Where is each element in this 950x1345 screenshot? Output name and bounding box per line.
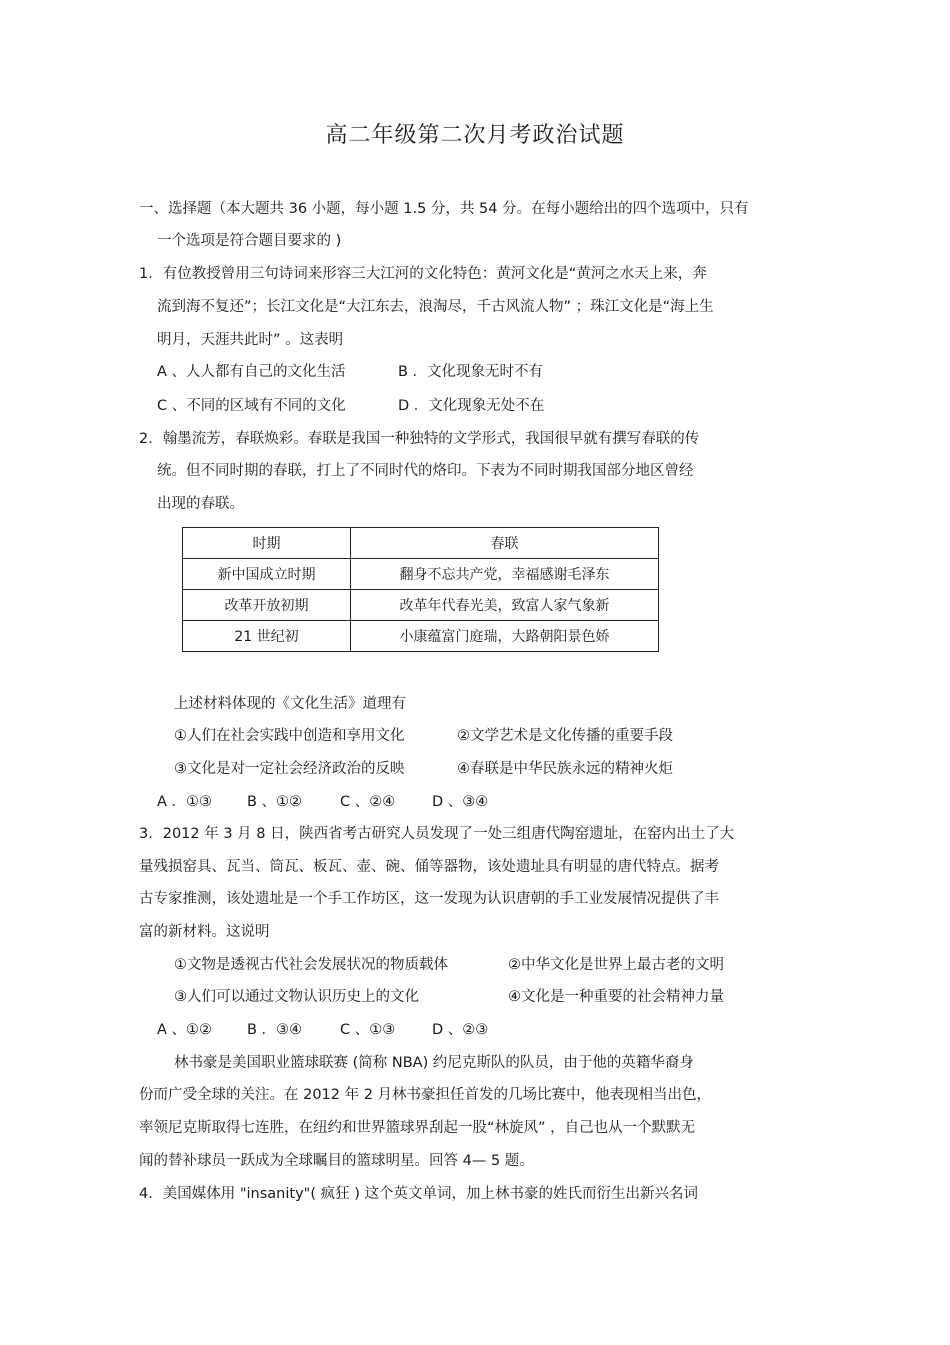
table-row bbox=[183, 621, 659, 652]
couplets-table bbox=[182, 527, 659, 652]
table-cell-couplet: 小康蕴富门庭瑞，大路朝阳景色娇 bbox=[351, 621, 659, 652]
q3-item-2: ②中华文化是世界上最古老的文明 bbox=[508, 957, 724, 973]
q2-answer-c: C 、②④ bbox=[340, 794, 396, 810]
q3-stem-line-4: 富的新材料。这说明 bbox=[139, 924, 270, 940]
q2-item-2: ②文学艺术是文化传播的重要手段 bbox=[457, 728, 673, 744]
q3-answer-d: D 、②③ bbox=[432, 1022, 489, 1038]
q2-answer-b: B 、①② bbox=[247, 794, 303, 810]
q1-option-b: B ．文化现象无时不有 bbox=[398, 364, 544, 380]
q2-stem-line-1: 2．翰墨流芳，春联焕彩。春联是我国一种独特的文学形式，我国很早就有撰写春联的传 bbox=[139, 431, 700, 447]
q3-stem-line-3: 古专家推测，该处遗址是一个手工作坊区，这一发现为认识唐朝的手工业发展情况提供了丰 bbox=[139, 891, 719, 907]
table-header-row bbox=[183, 528, 659, 559]
table-header-couplet: 春联 bbox=[351, 528, 659, 559]
q1-stem-line-3: 明月，天涯共此时” 。这表明 bbox=[157, 332, 344, 348]
table-row bbox=[183, 590, 659, 621]
q2-item-4: ④春联是中华民族永远的精神火炬 bbox=[457, 761, 673, 777]
table-cell-couplet: 翻身不忘共产党，幸福感谢毛泽东 bbox=[351, 559, 659, 590]
q3-stem-line-1: 3．2012 年 3 月 8 日，陕西省考古研究人员发现了一处三组唐代陶窑遗址，在窑内出土了大 bbox=[139, 826, 735, 842]
q3-answer-a: A 、①② bbox=[157, 1022, 213, 1038]
passage-line-1: 林书豪是美国职业篮球联赛 (简称 NBA) 约尼克斯队的队员，由于他的英籍华裔身 bbox=[174, 1055, 694, 1071]
table-cell-period: 21 世纪初 bbox=[183, 621, 351, 652]
q1-option-d: D ．文化现象无处不在 bbox=[398, 398, 545, 414]
q1-stem-line-1: 1．有位教授曾用三句诗词来形容三大江河的文化特色：黄河文化是“黄河之水天上来，奔 bbox=[139, 266, 707, 282]
q2-prompt: 上述材料体现的《文化生活》道理有 bbox=[174, 696, 406, 712]
q3-item-4: ④文化是一种重要的社会精神力量 bbox=[508, 989, 724, 1005]
q1-option-c: C 、不同的区域有不同的文化 bbox=[157, 398, 346, 414]
table-row bbox=[183, 559, 659, 590]
passage-line-2: 份而广受全球的关注。在 2012 年 2 月林书豪担任首发的几场比赛中，他表现相当出色， bbox=[139, 1087, 712, 1103]
q3-stem-line-2: 量残损窑具、瓦当、筒瓦、板瓦、壶、碗、俑等器物，该处遗址具有明显的唐代特点。据考 bbox=[139, 859, 719, 875]
q4-stem-line-1: 4．美国媒体用 "insanity"( 疯狂 ) 这个英文单词，加上林书豪的姓氏而衍生出新兴名词 bbox=[139, 1186, 698, 1202]
passage-line-4: 闻的替补球员一跃成为全球瞩目的篮球明星。回答 4— 5 题。 bbox=[139, 1153, 534, 1169]
q3-item-3: ③人们可以通过文物认识历史上的文化 bbox=[174, 989, 419, 1005]
q2-stem-line-3: 出现的春联。 bbox=[157, 496, 244, 512]
q2-answer-a: A ．①③ bbox=[157, 794, 213, 810]
q3-item-1: ①文物是透视古代社会发展状况的物质载体 bbox=[174, 957, 448, 973]
q3-answer-b: B ．③④ bbox=[247, 1022, 303, 1038]
q2-answer-d: D 、③④ bbox=[432, 794, 489, 810]
q2-item-3: ③文化是对一定社会经济政治的反映 bbox=[174, 761, 405, 777]
section-heading-line-1: 一、选择题（本大题共 36 小题，每小题 1.5 分，共 54 分。在每小题给出的四个选项中，只有 bbox=[139, 201, 749, 217]
passage-line-3: 率领尼克斯取得七连胜，在纽约和世界篮球界刮起一股“林旋风” ，自己也从一个默默无 bbox=[139, 1120, 696, 1136]
q2-item-1: ①人们在社会实践中创造和享用文化 bbox=[174, 728, 405, 744]
q3-answer-c: C 、①③ bbox=[340, 1022, 396, 1038]
table-cell-period: 新中国成立时期 bbox=[183, 559, 351, 590]
q1-option-a: A 、人人都有自己的文化生活 bbox=[157, 364, 346, 380]
table-cell-period: 改革开放初期 bbox=[183, 590, 351, 621]
q2-stem-line-2: 统。但不同时期的春联，打上了不同时代的烙印。下表为不同时期我国部分地区曾经 bbox=[157, 463, 694, 479]
section-heading-line-2: 一个选项是符合题目要求的 ) bbox=[157, 233, 342, 249]
q1-stem-line-2: 流到海不复还”；长江文化是“大江东去，浪淘尽，千古风流人物” ；珠江文化是“海上生 bbox=[157, 299, 714, 315]
page-title: 高二年级第二次月考政治试题 bbox=[325, 123, 625, 148]
table-header-period: 时期 bbox=[183, 528, 351, 559]
table-cell-couplet: 改革年代春光美，致富人家气象新 bbox=[351, 590, 659, 621]
